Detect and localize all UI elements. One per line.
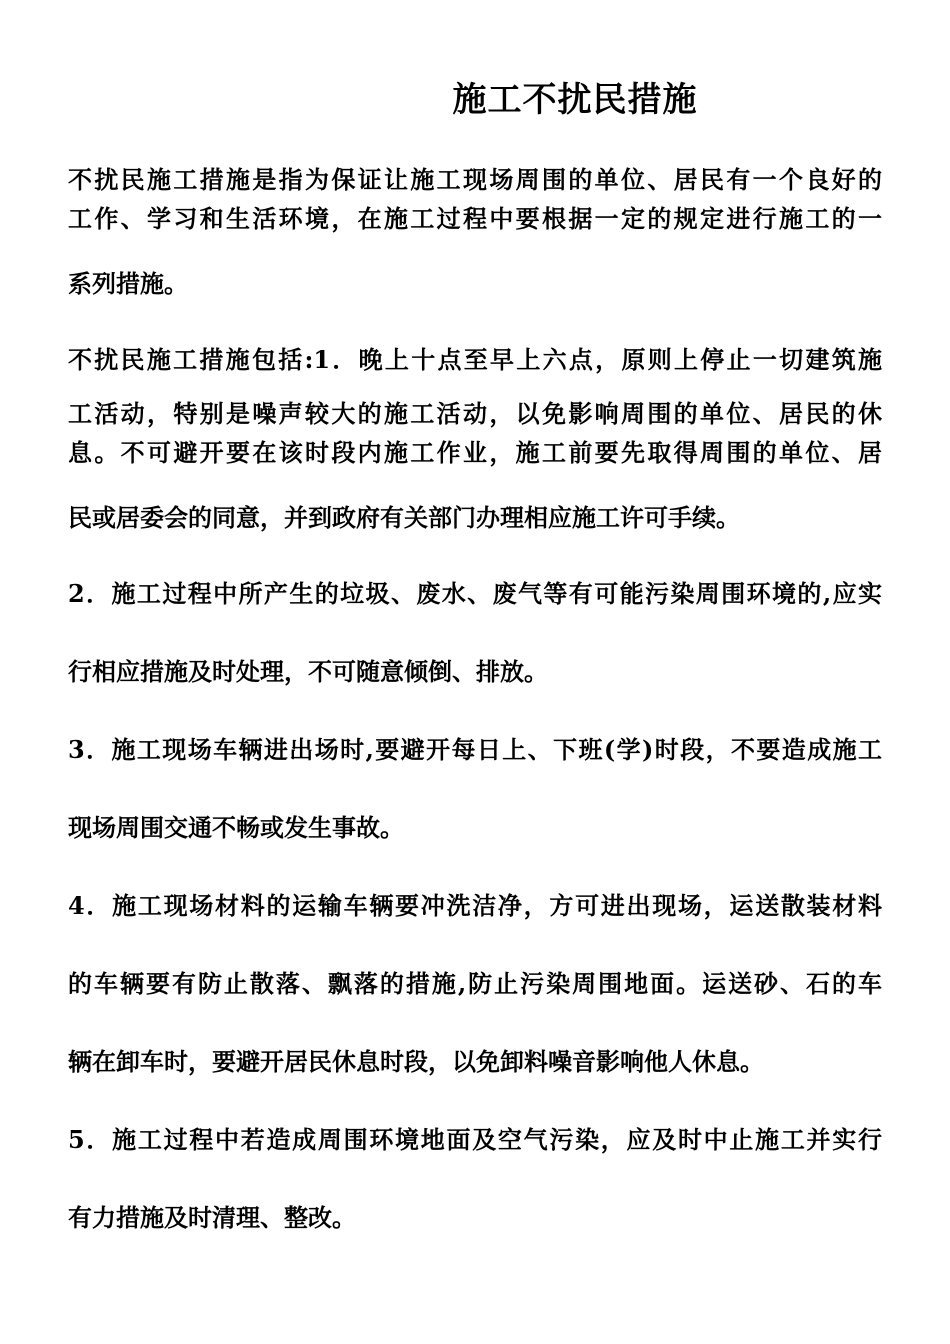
paragraph-line: 有力措施及时清理、整改。 [68, 1203, 356, 1232]
paragraph-line: 现场周围交通不畅或发生事故。 [68, 813, 404, 842]
paragraph-line: 息。不可避开要在该时段内施工作业，施工前要先取得周围的单位、居 [68, 438, 882, 467]
paragraph-line: 2．施工过程中所产生的垃圾、废水、废气等有可能污染周围环境的,应实 [68, 579, 882, 608]
paragraph-line: 工活动，特别是噪声较大的施工活动，以免影响周围的单位、居民的休 [68, 399, 882, 428]
document-title: 施工不扰民措施 [452, 80, 698, 120]
paragraph-line: 的车辆要有防止散落、飘落的措施,防止污染周围地面。运送砂、石的车 [68, 969, 882, 998]
paragraph-line: 民或居委会的同意，并到政府有关部门办理相应施工许可手续。 [68, 503, 740, 532]
paragraph-line: 4．施工现场材料的运输车辆要冲洗洁净，方可进出现场，运送散装材料 [68, 891, 882, 920]
paragraph-line: 3．施工现场车辆进出场时,要避开每日上、下班(学)时段，不要造成施工 [68, 735, 882, 764]
paragraph-line: 不扰民施工措施包括:1．晚上十点至早上六点，原则上停止一切建筑施 [68, 345, 882, 374]
paragraph-line: 工作、学习和生活环境，在施工过程中要根据一定的规定进行施工的一 [68, 204, 882, 233]
paragraph-line: 辆在卸车时，要避开居民休息时段，以免卸料噪音影响他人休息。 [68, 1047, 764, 1076]
paragraph-line: 行相应措施及时处理，不可随意倾倒、排放。 [68, 657, 548, 686]
paragraph-line: 系列措施。 [68, 269, 188, 298]
paragraph-line: 5．施工过程中若造成周围环境地面及空气污染，应及时中止施工并实行 [68, 1125, 882, 1154]
paragraph-line: 不扰民施工措施是指为保证让施工现场周围的单位、居民有一个良好的 [68, 165, 882, 194]
